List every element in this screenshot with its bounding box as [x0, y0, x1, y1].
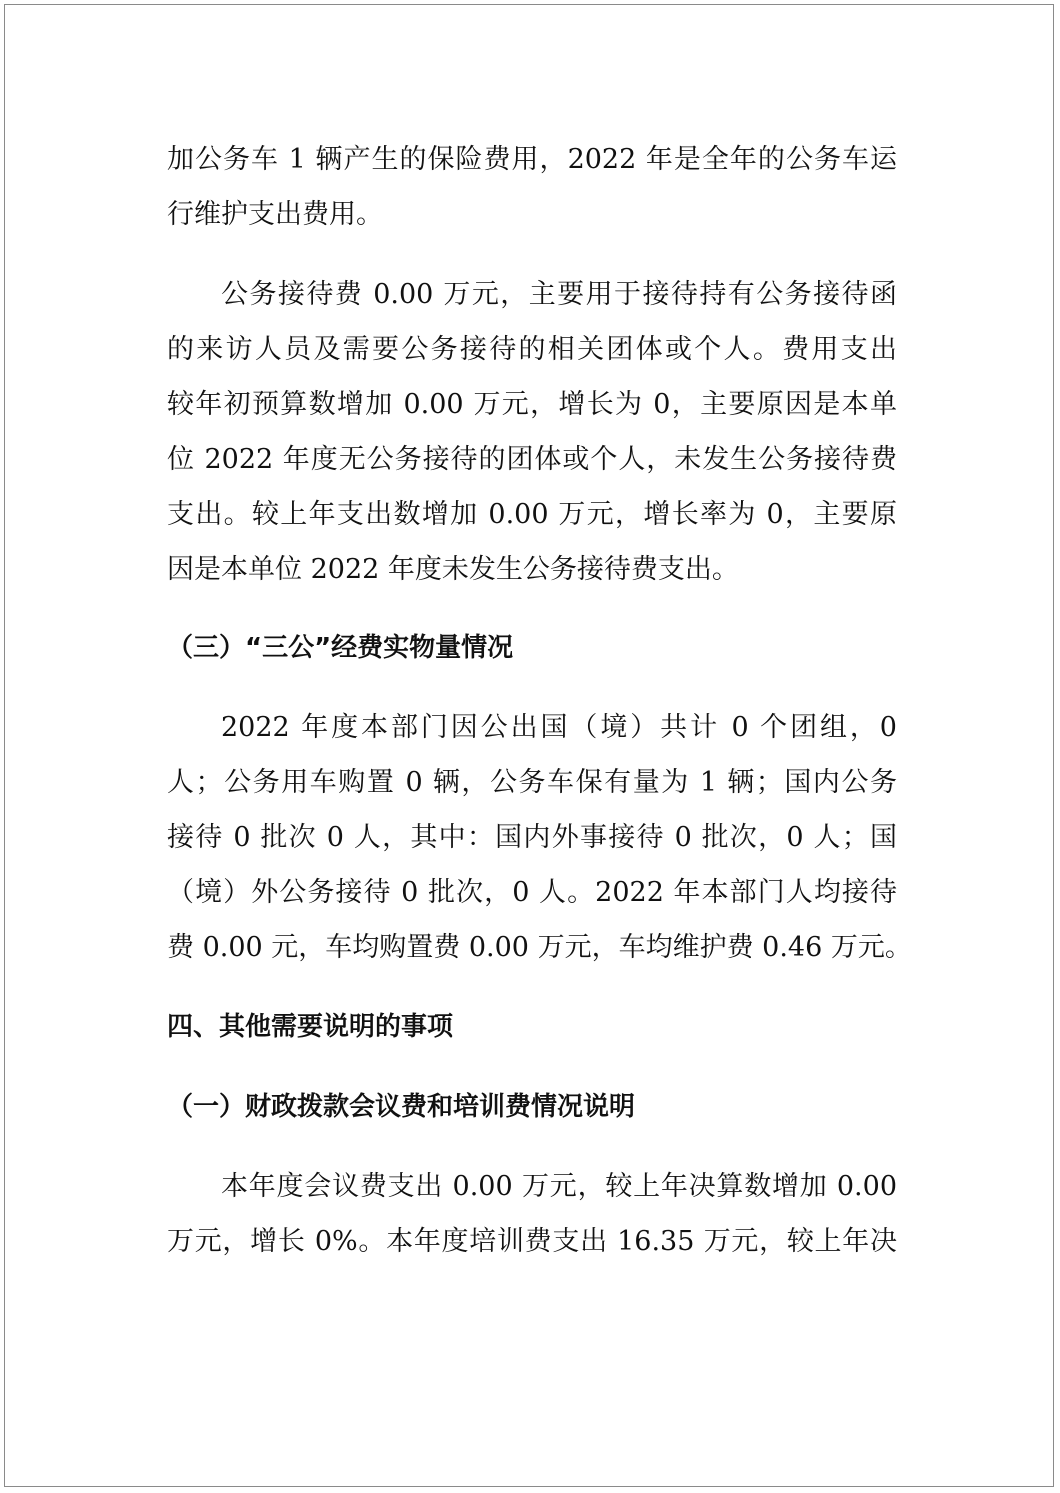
paragraph-line: 费 0.00 元，车均购置费 0.00 万元，车均维护费 0.46 万元。	[167, 932, 912, 963]
paragraph-line: 万元，增长 0%。本年度培训费支出 16.35 万元，较上年决	[167, 1226, 897, 1257]
paragraph-line: 的来访人员及需要公务接待的相关团体或个人。费用支出	[167, 334, 897, 365]
section-heading: （一）财政拨款会议费和培训费情况说明	[167, 1092, 636, 1122]
chapter-heading: 四、其他需要说明的事项	[167, 1012, 454, 1042]
section-heading: （三）“三公”经费实物量情况	[167, 633, 514, 663]
paragraph-line: 支出。较上年支出数增加 0.00 万元，增长率为 0，主要原	[167, 499, 897, 530]
paragraph-line: 公务接待费 0.00 万元，主要用于接待持有公务接待函	[221, 279, 897, 310]
paragraph-line: 本年度会议费支出 0.00 万元，较上年决算数增加 0.00	[221, 1171, 897, 1202]
paragraph-line: 人；公务用车购置 0 辆，公务车保有量为 1 辆；国内公务	[167, 767, 897, 798]
paragraph-line: 行维护支出费用。	[167, 199, 383, 230]
paragraph-line: 位 2022 年度无公务接待的团体或个人，未发生公务接待费	[167, 444, 897, 475]
paragraph-line: 接待 0 批次 0 人，其中：国内外事接待 0 批次，0 人；国	[167, 822, 897, 853]
paragraph-line: 加公务车 1 辆产生的保险费用，2022 年是全年的公务车运	[167, 144, 897, 175]
paragraph-line: （境）外公务接待 0 批次，0 人。2022 年本部门人均接待	[167, 877, 897, 908]
paragraph-line: 因是本单位 2022 年度未发生公务接待费支出。	[167, 554, 739, 585]
paragraph-line: 2022 年度本部门因公出国（境）共计 0 个团组，0	[221, 712, 897, 743]
paragraph-line: 较年初预算数增加 0.00 万元，增长为 0，主要原因是本单	[167, 389, 897, 420]
